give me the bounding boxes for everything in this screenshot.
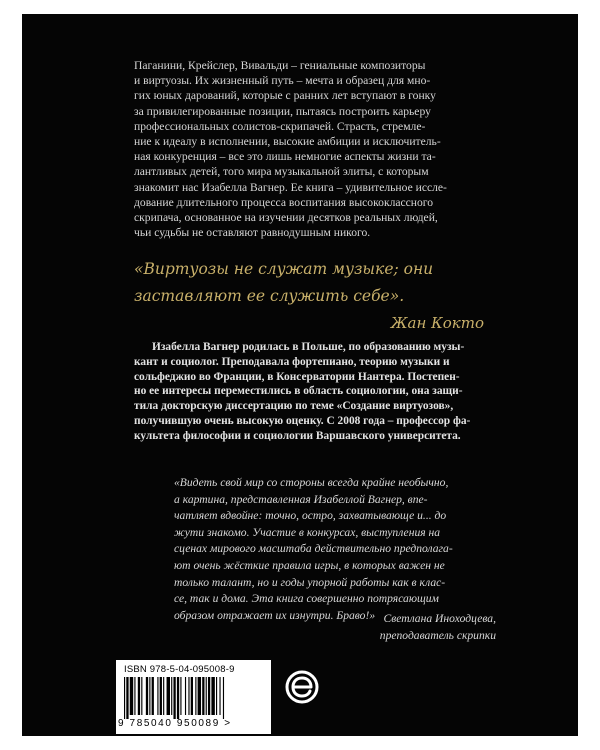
barcode-bar <box>216 677 217 715</box>
barcode-bar <box>180 677 181 715</box>
barcode-bar <box>188 677 189 715</box>
intro-line: чьи судьбы не оставляют равнодушным никого. <box>134 226 371 240</box>
intro-paragraph <box>134 58 480 240</box>
bio-line: получившую очень высокую оценку. С 2008 года – профессор фа- <box>134 414 471 427</box>
intro-line: профессиональных солистов-скрипачей. Страсть, стремле- <box>134 119 426 133</box>
back-cover <box>22 14 578 736</box>
intro-line: Паганини, Крейслер, Вивальди – гениальные композиторы <box>134 59 426 72</box>
bio-line: сольфеджио во Франции, в Консерватории Нантера. Постепен- <box>134 370 460 383</box>
barcode-bar <box>211 677 214 715</box>
barcode-bar <box>130 677 133 715</box>
barcode <box>116 660 271 734</box>
bio-line: но ее интересы переместились в область социологии, она защи- <box>134 385 463 398</box>
quote-line: заставляют ее служить себе». <box>134 287 405 305</box>
barcode-bar <box>138 677 140 715</box>
barcode-bar <box>126 677 128 719</box>
barcode-bar <box>185 677 186 715</box>
bio-line: тила докторскую диссертацию по теме «Создание виртуозов», <box>134 400 454 413</box>
intro-line: знакомит нас Изабелла Вагнер. Ее книга – удивительное иссле- <box>134 180 447 194</box>
barcode-bar <box>202 677 204 715</box>
barcode-bar <box>191 677 193 715</box>
isbn-number: ISBN 978-5-04-095008-9 <box>124 664 235 675</box>
intro-line: скрипача, основанное на изучении десятков реальных людей, <box>134 211 438 225</box>
intro-line: ние к идеалу в исполнении, высокие амбиции и исключитель- <box>134 135 441 149</box>
barcode-bar <box>177 677 179 719</box>
barcode-bar <box>146 677 148 715</box>
barcode-bar <box>163 677 164 715</box>
intro-line: дование длительного процесса воспитания высококлассного <box>134 195 434 209</box>
intro-line: за привилегированные позиции, пытаясь построить карьеру <box>134 104 431 118</box>
barcode-bar <box>160 677 162 715</box>
barcode-bar <box>149 677 150 715</box>
quote-author: Жан Кокто <box>390 314 484 332</box>
barcode-bar <box>198 677 201 715</box>
author-bio <box>134 340 484 444</box>
reviewer-name: Светлана Иноходцева, <box>383 612 496 625</box>
review-line: сценах мирового масштаба действительно предполага- <box>174 542 453 556</box>
barcode-bars <box>124 677 264 719</box>
barcode-bar <box>219 677 220 715</box>
barcode-bar <box>134 677 135 715</box>
reviewer-role: преподаватель скрипки <box>379 628 496 642</box>
review-quote <box>174 475 496 624</box>
barcode-bar <box>124 677 125 719</box>
bio-line: Изабелла Вагнер родилась в Польше, по образованию музы- <box>152 341 465 353</box>
review-line: чатляет вдвойне: точно, остро, захватывающе и... до <box>174 509 447 523</box>
barcode-bar <box>206 677 207 715</box>
barcode-bar <box>171 677 172 715</box>
barcode-bar <box>195 677 196 715</box>
intro-line: лантливых детей, того мира музыкальной элиты, с которым <box>134 165 429 179</box>
review-line: се, так и дома. Эта книга совершенно потрясающим <box>174 592 439 606</box>
intro-line: и виртуозы. Их жизненный путь – мечта и образец для мно- <box>134 74 431 88</box>
barcode-bar <box>223 677 224 719</box>
quote-line: «Виртуозы не служат музыке; они <box>134 260 434 278</box>
publisher-logo-icon <box>285 670 319 704</box>
bio-line: культета философии и социологии Варшавского университета. <box>134 429 461 442</box>
review-line: а картина, представленная Изабеллой Вагнер, впе- <box>174 492 428 506</box>
review-line: ют очень жёсткие правила игры, в которых важен не <box>174 558 445 572</box>
barcode-bar <box>167 677 170 715</box>
intro-line: гих юных дарований, которые с ранних лет вступают в гонку <box>134 89 436 103</box>
barcode-bar <box>208 677 210 715</box>
review-line: жути знакомо. Участие в конкурсах, выступления на <box>174 525 441 539</box>
intro-line: ная конкуренция – все это лишь немногие аспекты жизни та- <box>134 150 436 164</box>
cocteau-quote <box>134 256 484 332</box>
review-signature <box>298 611 496 644</box>
barcode-bar <box>141 677 142 715</box>
barcode-bar <box>173 677 175 719</box>
review-line: образом отражает их изнутри. Браво!» <box>174 608 376 622</box>
review-line: «Видеть свой мир со стороны всегда крайне необычно, <box>174 476 449 489</box>
barcode-digits: 9 785040 950089 > <box>118 718 232 729</box>
review-line: только талант, но и годы упорной работы как в клас- <box>174 575 446 589</box>
barcode-bar <box>157 677 158 715</box>
barcode-bar <box>152 677 154 715</box>
bio-line: кант и социолог. Преподавала фортепиано, теорию музыки и <box>134 355 450 368</box>
